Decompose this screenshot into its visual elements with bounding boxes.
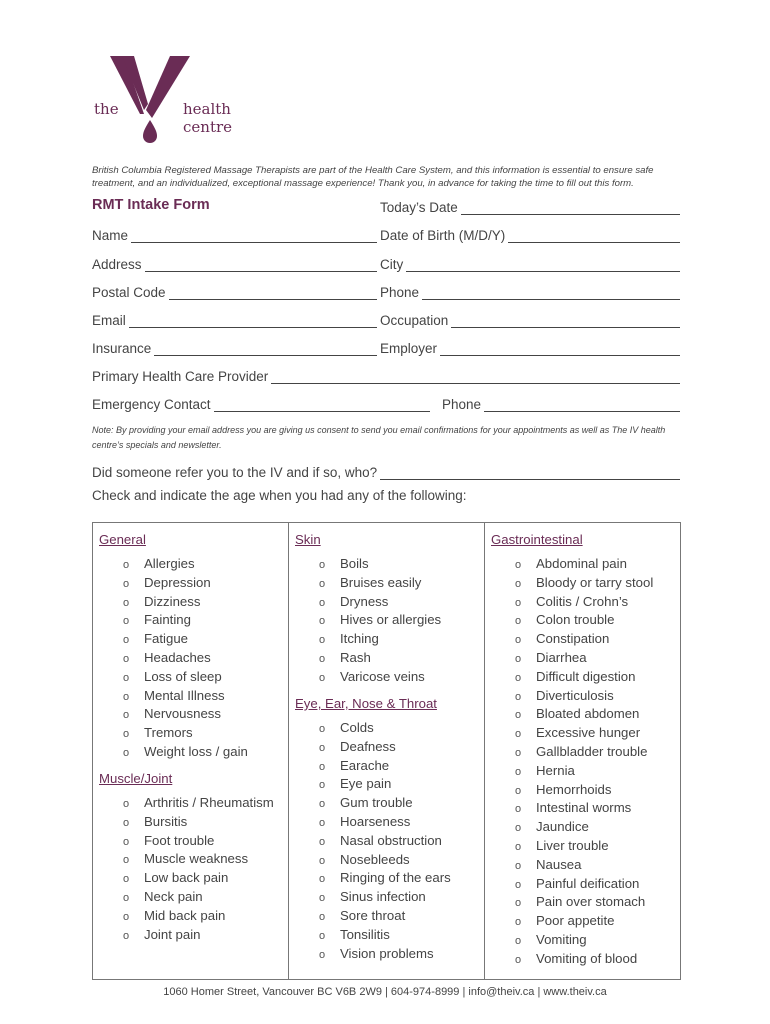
intro-text: British Columbia Registered Massage Therapists are part of the Health Care System, and this information is essential to ensure safe treatment, and an individualized, exceptional massage experience! Thank you, in advance for taking the time to fill out this form. (92, 165, 654, 189)
circle-bullet-icon[interactable]: o (319, 817, 326, 829)
checklist-item-label: Constipation (536, 631, 610, 647)
checklist-item-label: Bloody or tarry stool (536, 574, 654, 590)
circle-bullet-icon[interactable]: o (319, 929, 326, 942)
name-label: Name (92, 228, 129, 243)
circle-bullet-icon[interactable]: o (123, 634, 130, 647)
dob-field[interactable] (380, 225, 680, 243)
insurance-label: Insurance (92, 341, 152, 356)
section-title-general: General (99, 532, 146, 547)
logo (92, 52, 282, 147)
checklist-item-label: Jaundice (536, 819, 589, 835)
circle-bullet-icon[interactable]: o (515, 935, 522, 947)
postal-code-field[interactable] (92, 282, 377, 300)
checklist-item-label: Hernia (536, 762, 575, 778)
circle-bullet-icon[interactable]: o (319, 835, 326, 848)
checklist-item-label: Poor appetite (536, 913, 615, 929)
checklist-item-label: Excessive hunger (536, 725, 641, 741)
employer-line[interactable] (440, 341, 680, 356)
circle-bullet-icon[interactable]: o (319, 741, 326, 754)
circle-bullet-icon[interactable]: o (123, 653, 130, 665)
checklist-item-label: Joint pain (144, 926, 201, 942)
checklist-item-label: Sore throat (340, 908, 406, 923)
checklist-item-label: Nausea (536, 856, 582, 872)
address-field[interactable] (92, 254, 377, 272)
todays-date-label: Today’s Date (380, 200, 458, 215)
checklist-item-label: Allergies (144, 556, 195, 571)
circle-bullet-icon[interactable]: o (515, 765, 522, 778)
email-consent-note: Note: By providing your email address you are giving us consent to send you email confirmations for your appointments as well as The IV health centre’s specials and newsletter. (92, 425, 666, 450)
checklist-item-label: Vomiting of blood (536, 950, 638, 966)
checklist-item-label: Hemorrhoids (536, 781, 612, 797)
column-divider (288, 523, 289, 979)
circle-bullet-icon[interactable]: o (515, 784, 522, 797)
checklist-item-label: Fainting (144, 612, 191, 628)
dob-label: Date of Birth (M/D/Y) (380, 228, 506, 243)
checklist-item-label: Mental Illness (144, 687, 225, 703)
checklist-item-label: Earache (340, 757, 390, 773)
checklist-item-label: Foot trouble (144, 832, 215, 848)
employer-field[interactable] (380, 338, 680, 356)
circle-bullet-icon[interactable]: o (123, 709, 130, 722)
logo-text-right: health centre (183, 100, 233, 136)
circle-bullet-icon[interactable]: o (123, 728, 130, 741)
checklist-item-label: Loss of sleep (144, 668, 222, 684)
circle-bullet-icon[interactable]: o (515, 916, 522, 929)
circle-bullet-icon[interactable]: o (123, 690, 130, 703)
circle-bullet-icon[interactable]: o (515, 671, 522, 684)
checklist-item-label: Dizziness (144, 593, 201, 609)
checklist-item-label: Deafness (340, 738, 396, 754)
circle-bullet-icon[interactable]: o (319, 723, 326, 735)
conditions-table (92, 522, 681, 980)
checklist-item-label: Nervousness (144, 706, 221, 722)
address-label: Address (92, 257, 142, 272)
checklist-item-label: Neck pain (144, 889, 203, 904)
checklist-item-label: Vomiting (536, 932, 587, 947)
circle-bullet-icon[interactable]: o (515, 559, 522, 571)
postal-code-line[interactable] (169, 285, 377, 300)
email-label: Email (92, 313, 126, 328)
circle-bullet-icon[interactable]: o (319, 653, 326, 665)
name-line[interactable] (131, 228, 377, 243)
checklist-item-label: Itching (340, 631, 379, 647)
emergency-contact-field[interactable] (92, 394, 430, 412)
checklist-item-label: Diverticulosis (536, 687, 614, 703)
checklist-item-label: Bloated abdomen (536, 706, 640, 722)
checklist-item-label: Gallbladder trouble (536, 744, 648, 759)
checklist-item-label: Fatigue (144, 631, 188, 647)
checklist-item-label: Colitis / Crohn’s (536, 593, 629, 609)
primary-provider-label: Primary Health Care Provider (92, 369, 269, 384)
circle-bullet-icon[interactable]: o (319, 948, 326, 961)
insurance-field[interactable] (92, 338, 377, 356)
address-line[interactable] (145, 257, 377, 272)
section-title-skin: Skin (295, 532, 321, 547)
circle-bullet-icon[interactable]: o (515, 803, 522, 816)
circle-bullet-icon[interactable]: o (515, 953, 522, 966)
circle-bullet-icon[interactable]: o (319, 634, 326, 647)
logo-text-left: the (94, 100, 119, 118)
circle-bullet-icon[interactable]: o (319, 873, 326, 886)
circle-bullet-icon[interactable]: o (319, 671, 326, 684)
circle-bullet-icon[interactable]: o (319, 615, 326, 628)
occupation-line[interactable] (451, 313, 680, 328)
phone-label: Phone (380, 285, 420, 300)
circle-bullet-icon[interactable]: o (319, 760, 326, 773)
circle-bullet-icon[interactable]: o (319, 854, 326, 867)
checklist-item-label: Arthritis / Rheumatism (144, 795, 274, 810)
emergency-phone-field[interactable] (442, 394, 680, 412)
employer-label: Employer (380, 341, 438, 356)
circle-bullet-icon[interactable]: o (123, 929, 130, 942)
section-title-muscle-joint: Muscle/Joint (99, 771, 173, 786)
city-line[interactable] (406, 257, 680, 272)
circle-bullet-icon[interactable]: o (515, 709, 522, 722)
todays-date-line[interactable] (461, 200, 680, 215)
name-field[interactable] (92, 225, 377, 243)
circle-bullet-icon[interactable]: o (319, 892, 326, 905)
circle-bullet-icon[interactable]: o (515, 615, 522, 628)
circle-bullet-icon[interactable]: o (515, 859, 522, 872)
circle-bullet-icon[interactable]: o (319, 559, 326, 571)
circle-bullet-icon[interactable]: o (123, 577, 130, 590)
checklist-item-label: Varicose veins (340, 668, 425, 684)
circle-bullet-icon[interactable]: o (123, 835, 130, 848)
checklist-item-label: Dryness (340, 593, 389, 609)
circle-bullet-icon[interactable]: o (123, 798, 130, 810)
circle-bullet-icon[interactable]: o (319, 798, 326, 811)
circle-bullet-icon[interactable]: o (123, 596, 130, 609)
checklist-item-label: Boils (340, 556, 369, 571)
circle-bullet-icon[interactable]: o (319, 596, 326, 609)
city-field[interactable] (380, 254, 680, 272)
insurance-line[interactable] (154, 341, 377, 356)
circle-bullet-icon[interactable]: o (123, 892, 130, 904)
circle-bullet-icon[interactable]: o (123, 873, 130, 886)
emergency-phone-label: Phone (442, 397, 482, 412)
checklist-item-label: Headaches (144, 650, 211, 665)
circle-bullet-icon[interactable]: o (515, 897, 522, 910)
checklist-item-label: Sinus infection (340, 889, 426, 905)
postal-code-label: Postal Code (92, 285, 166, 300)
checklist-item-label: Low back pain (144, 870, 229, 886)
checklist-item-label: Weight loss / gain (144, 744, 248, 759)
checklist-item-label: Difficult digestion (536, 668, 636, 684)
todays-date-field[interactable] (380, 197, 680, 215)
checklist-item-label: Eye pain (340, 776, 392, 792)
circle-bullet-icon[interactable]: o (515, 841, 522, 853)
circle-bullet-icon[interactable]: o (123, 747, 130, 759)
city-label: City (380, 257, 404, 272)
circle-bullet-icon[interactable]: o (123, 910, 130, 923)
form-title: RMT Intake Form (92, 197, 210, 213)
occupation-label: Occupation (380, 313, 449, 328)
checklist-item-label: Painful deification (536, 875, 640, 891)
circle-bullet-icon[interactable]: o (515, 728, 522, 741)
circle-bullet-icon[interactable]: o (123, 854, 130, 867)
checklist-item-label: Diarrhea (536, 650, 587, 665)
checklist-item-label: Colon trouble (536, 612, 615, 628)
circle-bullet-icon[interactable]: o (515, 577, 522, 590)
checklist-item-label: Bursitis (144, 813, 188, 829)
section-title-eent: Eye, Ear, Nose & Throat (295, 696, 437, 711)
checklist-item-label: Rash (340, 650, 371, 665)
phone-field[interactable] (380, 282, 680, 300)
checklist-item-label: Depression (144, 574, 211, 590)
checklist-item-label: Mid back pain (144, 907, 226, 923)
checklist-item-label: Muscle weakness (144, 851, 249, 867)
check-instruction: Check and indicate the age when you had any of the following: (92, 488, 467, 503)
circle-bullet-icon[interactable]: o (123, 559, 130, 571)
checklist-item-label: Liver trouble (536, 838, 609, 853)
circle-bullet-icon[interactable]: o (515, 747, 522, 759)
email-field[interactable] (92, 310, 377, 328)
checklist-item-label: Pain over stomach (536, 894, 646, 910)
primary-provider-line[interactable] (271, 369, 680, 384)
checklist-item-label: Tonsilitis (340, 926, 390, 942)
occupation-field[interactable] (380, 310, 680, 328)
circle-bullet-icon[interactable]: o (123, 816, 130, 829)
checklist-item-label: Bruises easily (340, 574, 422, 590)
circle-bullet-icon[interactable]: o (515, 878, 522, 891)
circle-bullet-icon[interactable]: o (123, 671, 130, 684)
circle-bullet-icon[interactable]: o (515, 822, 522, 835)
emergency-contact-label: Emergency Contact (92, 397, 211, 412)
circle-bullet-icon[interactable]: o (123, 615, 130, 628)
email-line[interactable] (129, 313, 377, 328)
section-title-gastrointestinal: Gastrointestinal (491, 532, 583, 547)
dob-line[interactable] (508, 228, 680, 243)
checklist-item-label: Nasal obstruction (340, 832, 442, 848)
phone-line[interactable] (422, 285, 680, 300)
checklist-item-label: Gum trouble (340, 795, 413, 811)
emergency-phone-line[interactable] (484, 397, 680, 412)
checklist-item-label: Hoarseness (340, 814, 411, 829)
checklist-item-label: Colds (340, 720, 374, 735)
circle-bullet-icon[interactable]: o (515, 634, 522, 647)
checklist-item-label: Intestinal worms (536, 800, 632, 816)
primary-provider-field[interactable] (92, 366, 680, 384)
checklist-item-label: Vision problems (340, 945, 434, 961)
checklist-item-label: Hives or allergies (340, 612, 442, 628)
circle-bullet-icon[interactable]: o (515, 653, 522, 665)
circle-bullet-icon[interactable]: o (319, 911, 326, 923)
circle-bullet-icon[interactable]: o (319, 779, 326, 792)
circle-bullet-icon[interactable]: o (515, 690, 522, 703)
footer-contact: 1060 Homer Street, Vancouver BC V6B 2W9 | 604-974-8999 | info@theiv.ca | www.theiv.ca (163, 986, 607, 998)
checklist-item-label: Ringing of the ears (340, 870, 451, 886)
referral-line[interactable] (380, 465, 680, 480)
checklist-item-label: Abdominal pain (536, 556, 627, 571)
checklist-item-label: Nosebleeds (340, 851, 410, 867)
referral-label: Did someone refer you to the IV and if so, who? (92, 465, 378, 480)
referral-field[interactable] (92, 462, 680, 480)
emergency-contact-line[interactable] (214, 397, 430, 412)
circle-bullet-icon[interactable]: o (319, 577, 326, 590)
checklist-item-label: Tremors (144, 725, 193, 741)
column-divider (484, 523, 485, 979)
circle-bullet-icon[interactable]: o (515, 596, 522, 609)
